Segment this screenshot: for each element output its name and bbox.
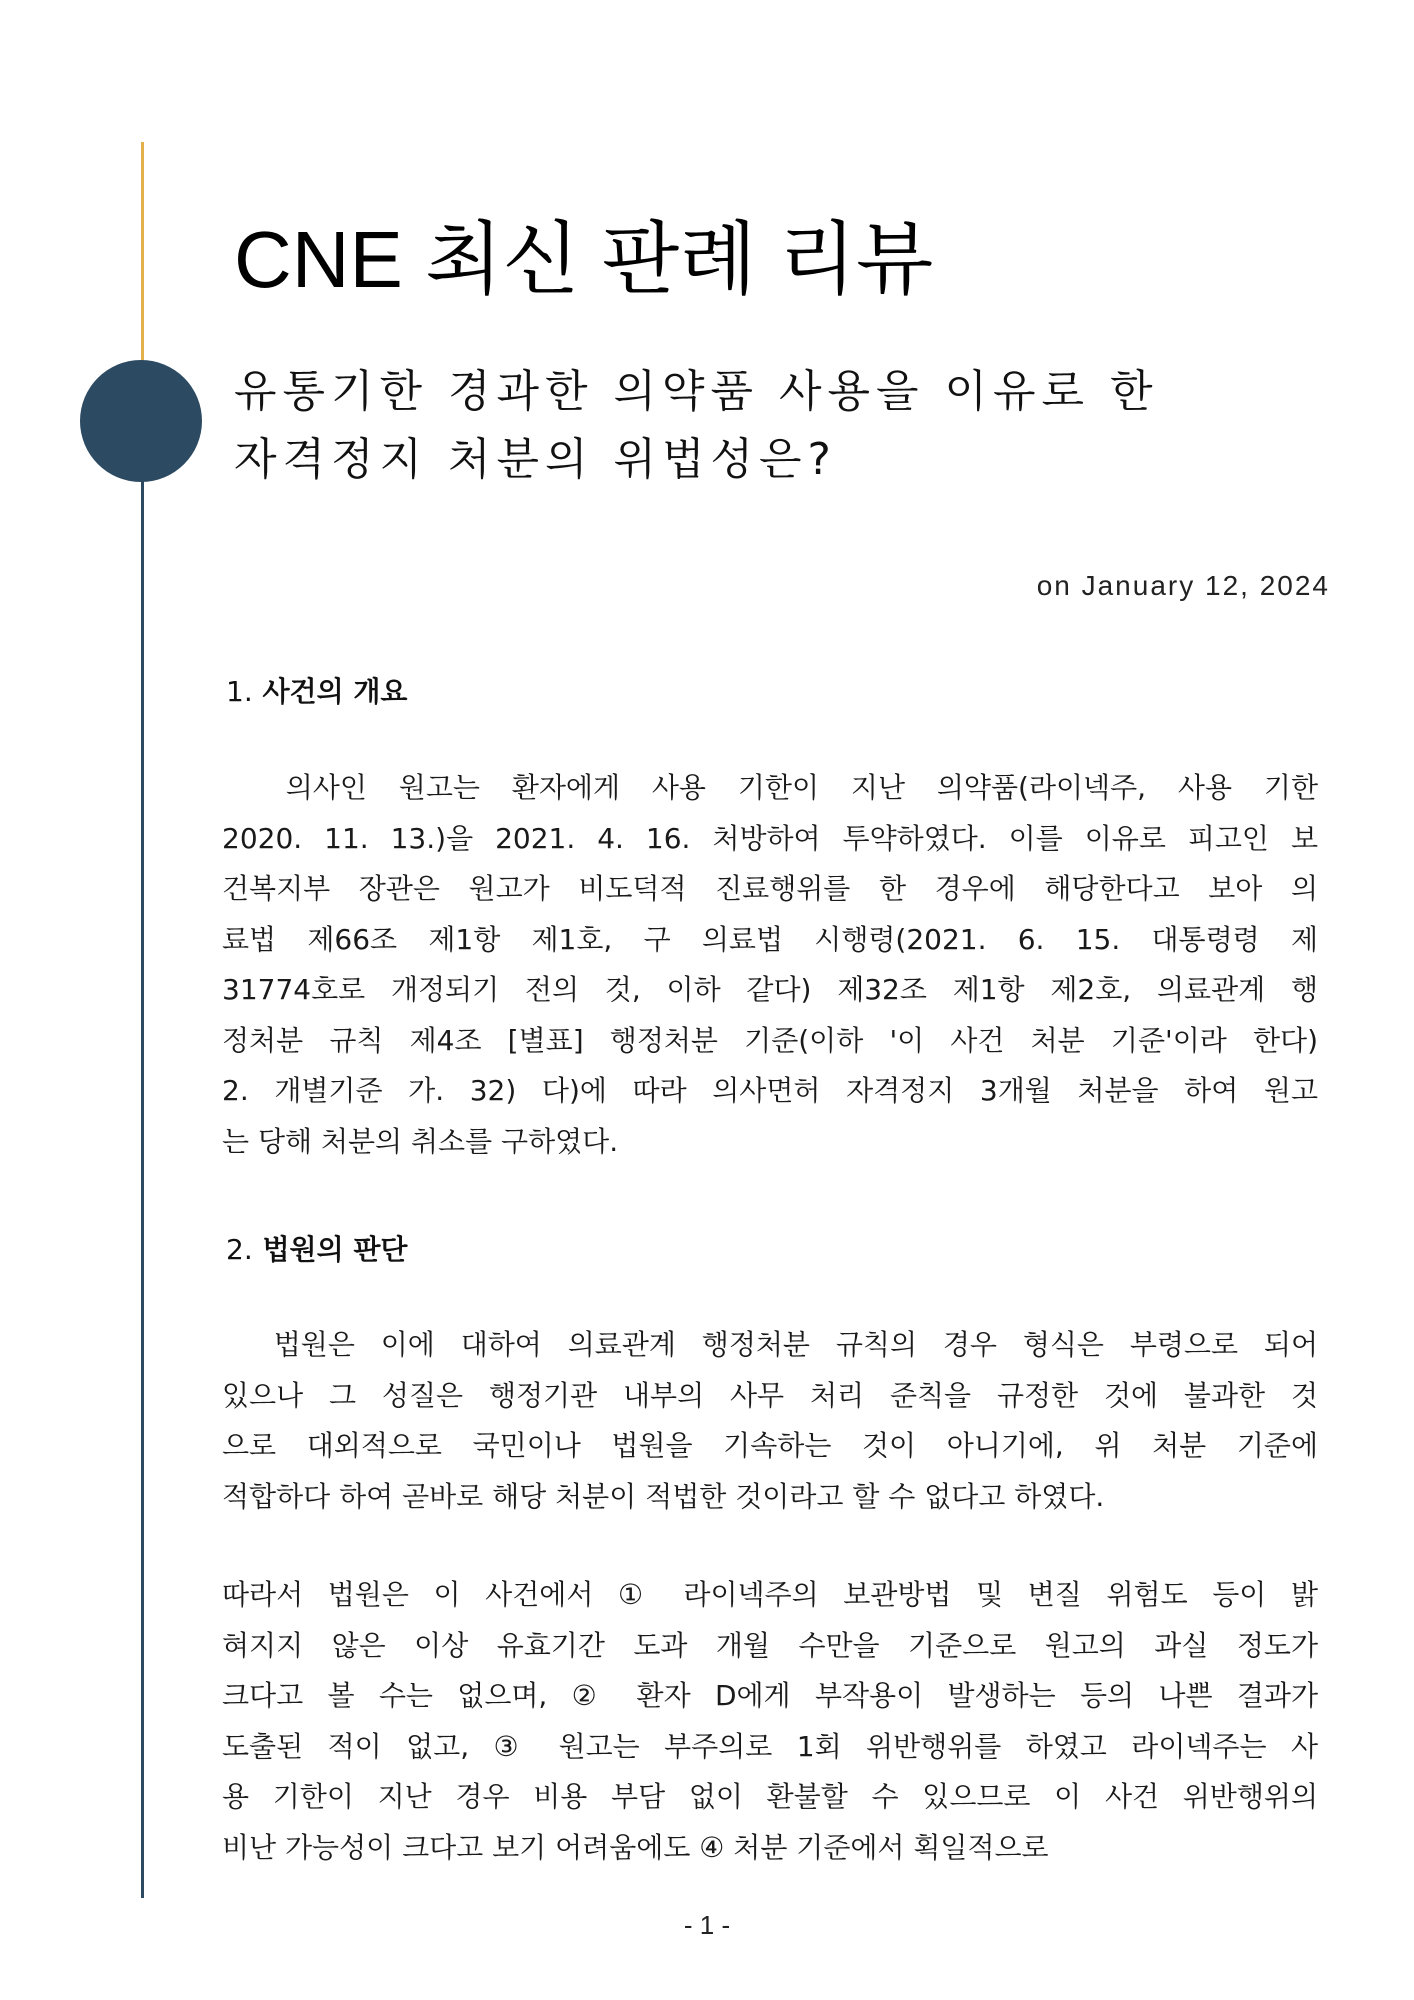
overview-paragraph: [222, 763, 1318, 1167]
section-heading-judgment: [226, 1228, 407, 1268]
paragraph-line: 적합하다 하여 곧바로 해당 처분이 적법한 것이라고 할 수 없다고 하였다.: [222, 1479, 1105, 1513]
paragraph-line: 정처분 규칙 제4조 [별표] 행정처분 기준(이하 '이 사건 처분 기준'이라 한다): [222, 1023, 1318, 1057]
paragraph-line: 건복지부 장관은 원고가 비도덕적 진료행위를 한 경우에 해당한다고 보아 의: [222, 872, 1318, 905]
section-number: 2.: [226, 1233, 253, 1266]
page-title: CNE 최신 판례 리뷰: [234, 215, 934, 304]
navy-timeline-line: [141, 434, 144, 1898]
publish-date: on January 12, 2024: [1036, 570, 1330, 601]
paragraph-line: 크다고 볼 수는 없으며, ② 환자 D에게 부작용이 발생하는 등의 나쁜 결과가: [222, 1679, 1318, 1712]
judgment-paragraph-2: [222, 1570, 1318, 1873]
paragraph-line: 2020. 11. 13.)을 2021. 4. 16. 처방하여 투약하였다. 이를 이유로 피고인 보: [222, 821, 1318, 855]
paragraph-line: 혀지지 않은 이상 유효기간 도과 개월 수만을 기준으로 원고의 과실 정도가: [222, 1628, 1318, 1662]
paragraph-line: 의사인 원고는 환자에게 사용 기한이 지난 의약품(라이넥주, 사용 기한: [222, 771, 1318, 804]
section-title: 사건의 개요: [262, 675, 408, 708]
section-number: 1.: [226, 675, 253, 708]
page-subtitle: [234, 358, 1159, 494]
paragraph-line: 는 당해 처분의 취소를 구하였다.: [222, 1124, 619, 1158]
paragraph-line: 용 기한이 지난 경우 비용 부담 없이 환불할 수 있으므로 이 사건 위반행위의: [222, 1780, 1318, 1813]
judgment-paragraph-1: [222, 1320, 1318, 1522]
paragraph-line: 있으나 그 성질은 행정기관 내부의 사무 처리 준칙을 규정한 것에 불과한 것: [222, 1378, 1318, 1412]
paragraph-line: 따라서 법원은 이 사건에서 ① 라이넥주의 보관방법 및 변질 위험도 등이 밝: [222, 1578, 1318, 1611]
subtitle-line: 자격정지 처분의 위법성은?: [234, 434, 837, 485]
page-number: - 1 -: [683, 1910, 731, 1940]
paragraph-line: 도출된 적이 없고, ③ 원고는 부주의로 1회 위반행위를 하였고 라이넥주는 사: [222, 1729, 1318, 1763]
paragraph-line: 31774호로 개정되기 전의 것, 이하 같다) 제32조 제1항 제2호, 의료관계 행: [222, 973, 1318, 1006]
section-heading-overview: [226, 670, 407, 710]
subtitle-line: 유통기한 경과한 의약품 사용을 이유로 한: [234, 366, 1159, 417]
paragraph-line: 법원은 이에 대하여 의료관계 행정처분 규칙의 경우 형식은 부령으로 되어: [222, 1328, 1318, 1361]
section-title: 법원의 판단: [262, 1233, 408, 1266]
paragraph-line: 으로 대외적으로 국민이나 법원을 기속하는 것이 아니기에, 위 처분 기준에: [222, 1429, 1318, 1462]
paragraph-line: 비난 가능성이 크다고 보기 어려움에도 ④ 처분 기준에서 획일적으로: [222, 1830, 1049, 1864]
paragraph-line: 2. 개별기준 가. 32) 다)에 따라 의사면허 자격정지 3개월 처분을 하여 원고: [222, 1074, 1318, 1107]
paragraph-line: 료법 제66조 제1항 제1호, 구 의료법 시행령(2021. 6. 15. 대통령령 제: [222, 922, 1318, 956]
navy-circle-marker: [80, 360, 202, 482]
